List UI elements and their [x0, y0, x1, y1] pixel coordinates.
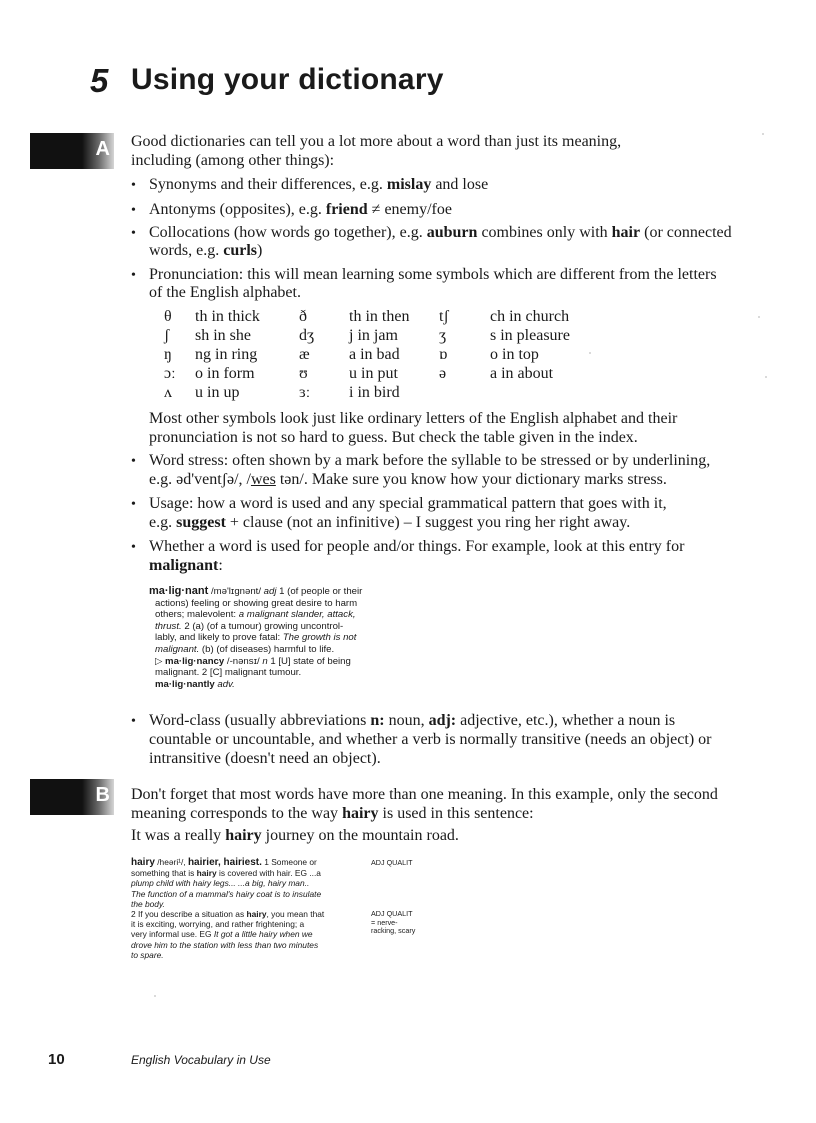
- unit-number: 5: [90, 62, 109, 99]
- pronunciation-line-2: of the English alphabet.: [149, 284, 301, 301]
- hairy-side-label-1: ADJ QUALIT: [371, 858, 413, 867]
- phonetic-example: i in bird: [349, 384, 400, 401]
- intro-line-2: including (among other things):: [131, 152, 335, 169]
- phonetic-symbol: ʃ: [164, 327, 170, 344]
- bullet-dot: •: [131, 178, 136, 193]
- synonyms-item: Synonyms and their differences, e.g. mislay and lose: [149, 176, 489, 193]
- antonyms-item: Antonyms (opposites), e.g. friend ≠ enemy/foe: [149, 201, 452, 218]
- phonetic-symbol: ɒ: [439, 346, 448, 363]
- scan-speck: [154, 995, 156, 997]
- section-b-line-1: Don't forget that most words have more than one meaning. In this example, only the second: [131, 786, 718, 803]
- malignant-entry: ma·lig·nant /mə'lɪgnənt/ adj 1 (of people or their actions) feeling or showing great desire to harm others; malevolent: a malignant slander, attack, thrust. 2 (a) (of a tumour) growing uncontrol- lably, and likely to prove fatal: The growth is not malignant. (b) (of diseases) harmful to life. ▷ ma·lig·nancy /-nənsɪ/ n 1 [U] state of being malignant. 2 [C] malignant tumour. ma·lig·nantly adv.: [149, 585, 363, 690]
- scan-speck: [589, 352, 591, 354]
- scan-speck: [765, 376, 767, 378]
- section-a-marker: [30, 133, 114, 169]
- word-class-line-2: countable or uncountable, and whether a verb is normally transitive (needs an object) or: [149, 731, 712, 748]
- section-b-line-2: meaning corresponds to the way hairy is used in this sentence:: [131, 805, 534, 822]
- usage-line-1: Usage: how a word is used and any special grammatical pattern that goes with it,: [149, 495, 667, 512]
- phonetic-example: th in then: [349, 308, 410, 325]
- section-b-marker: [30, 779, 114, 815]
- phonetic-symbol: ɜː: [299, 384, 311, 401]
- people-things-line-1: Whether a word is used for people and/or things. For example, look at this entry for: [149, 538, 685, 555]
- collocations-line-2: words, e.g. curls): [149, 242, 263, 259]
- phonetic-example: ch in church: [490, 308, 570, 325]
- hairy-side-label-2: ADJ QUALIT = nerve- racking, scary: [371, 909, 416, 936]
- section-b-letter: B: [95, 784, 110, 806]
- example-sentence: It was a really hairy journey on the mountain road.: [131, 827, 459, 844]
- phonetic-example: u in put: [349, 365, 398, 382]
- section-a-letter: A: [95, 138, 110, 160]
- book-title: English Vocabulary in Use: [131, 1053, 271, 1067]
- pronunciation-line-1: Pronunciation: this will mean learning some symbols which are different from the letters: [149, 266, 717, 283]
- scan-speck: [762, 133, 764, 135]
- unit-title: Using your dictionary: [131, 63, 444, 96]
- collocations-line-1: Collocations (how words go together), e.g. auburn combines only with hair (or connected: [149, 224, 732, 241]
- phonetic-symbol: ð: [299, 308, 307, 325]
- stress-line-1: Word stress: often shown by a mark before the syllable to be stressed or by underlining,: [149, 452, 711, 469]
- bullet-dot: •: [131, 540, 136, 555]
- page-number: 10: [48, 1051, 65, 1068]
- other-symbols-line-1: Most other symbols look just like ordinary letters of the English alphabet and their: [149, 410, 678, 427]
- scan-speck: [758, 316, 760, 318]
- phonetic-symbol: dʒ: [299, 327, 315, 344]
- phonetic-symbol: ʌ: [164, 384, 172, 401]
- intro-line-1: Good dictionaries can tell you a lot more about a word than just its meaning,: [131, 133, 622, 150]
- phonetic-example: j in jam: [349, 327, 398, 344]
- phonetic-example: th in thick: [195, 308, 260, 325]
- phonetic-symbol: ə: [439, 365, 447, 382]
- phonetic-example: a in bad: [349, 346, 400, 363]
- phonetic-example: s in pleasure: [490, 327, 570, 344]
- phonetic-example: sh in she: [195, 327, 251, 344]
- phonetic-example: u in up: [195, 384, 240, 401]
- other-symbols-line-2: pronunciation is not so hard to guess. But check the table given in the index.: [149, 429, 638, 446]
- bullet-dot: •: [131, 203, 136, 218]
- phonetic-example: a in about: [490, 365, 554, 382]
- bullet-dot: •: [131, 226, 136, 241]
- phonetic-symbol: ɔː: [164, 365, 176, 382]
- stress-line-2: e.g. əd'ventʃə/, /wes tən/. Make sure you know how your dictionary marks stress.: [149, 471, 667, 488]
- people-things-line-2: malignant:: [149, 557, 223, 574]
- phonetic-symbol: θ: [164, 308, 172, 325]
- phonetic-symbol: tʃ: [439, 308, 449, 325]
- word-class-line-1: Word-class (usually abbreviations n: noun, adj: adjective, etc.), whether a noun is: [149, 712, 676, 729]
- bullet-dot: •: [131, 714, 136, 729]
- phonetic-example: o in top: [490, 346, 539, 363]
- bullet-dot: •: [131, 454, 136, 469]
- phonetic-symbol: ʒ: [439, 327, 447, 344]
- phonetic-symbol: ʊ: [299, 365, 308, 382]
- usage-line-2: e.g. suggest + clause (not an infinitive) – I suggest you ring her right away.: [149, 514, 631, 531]
- hairy-entry: hairy /heəri¹/, hairier, hairiest. 1 Someone or something that is hairy is covered with hair. EG ...a plump child with hairy legs... ...a big, hairy man.. The function of a mammal's hairy coat is to insulate the body. 2 If you describe a situation as hairy, you mean that it is exciting, worrying, and rather frightening; a very informal use. EG It got a little hairy when we drove him to the station with less than two minutes to spare.: [131, 857, 325, 960]
- phonetic-symbol: æ: [299, 346, 310, 363]
- bullet-dot: •: [131, 268, 136, 283]
- phonetic-example: ng in ring: [195, 346, 258, 363]
- word-class-line-3: intransitive (doesn't need an object).: [149, 750, 381, 767]
- phonetic-symbol: ŋ: [164, 346, 172, 363]
- phonetic-example: o in form: [195, 365, 255, 382]
- bullet-dot: •: [131, 497, 136, 512]
